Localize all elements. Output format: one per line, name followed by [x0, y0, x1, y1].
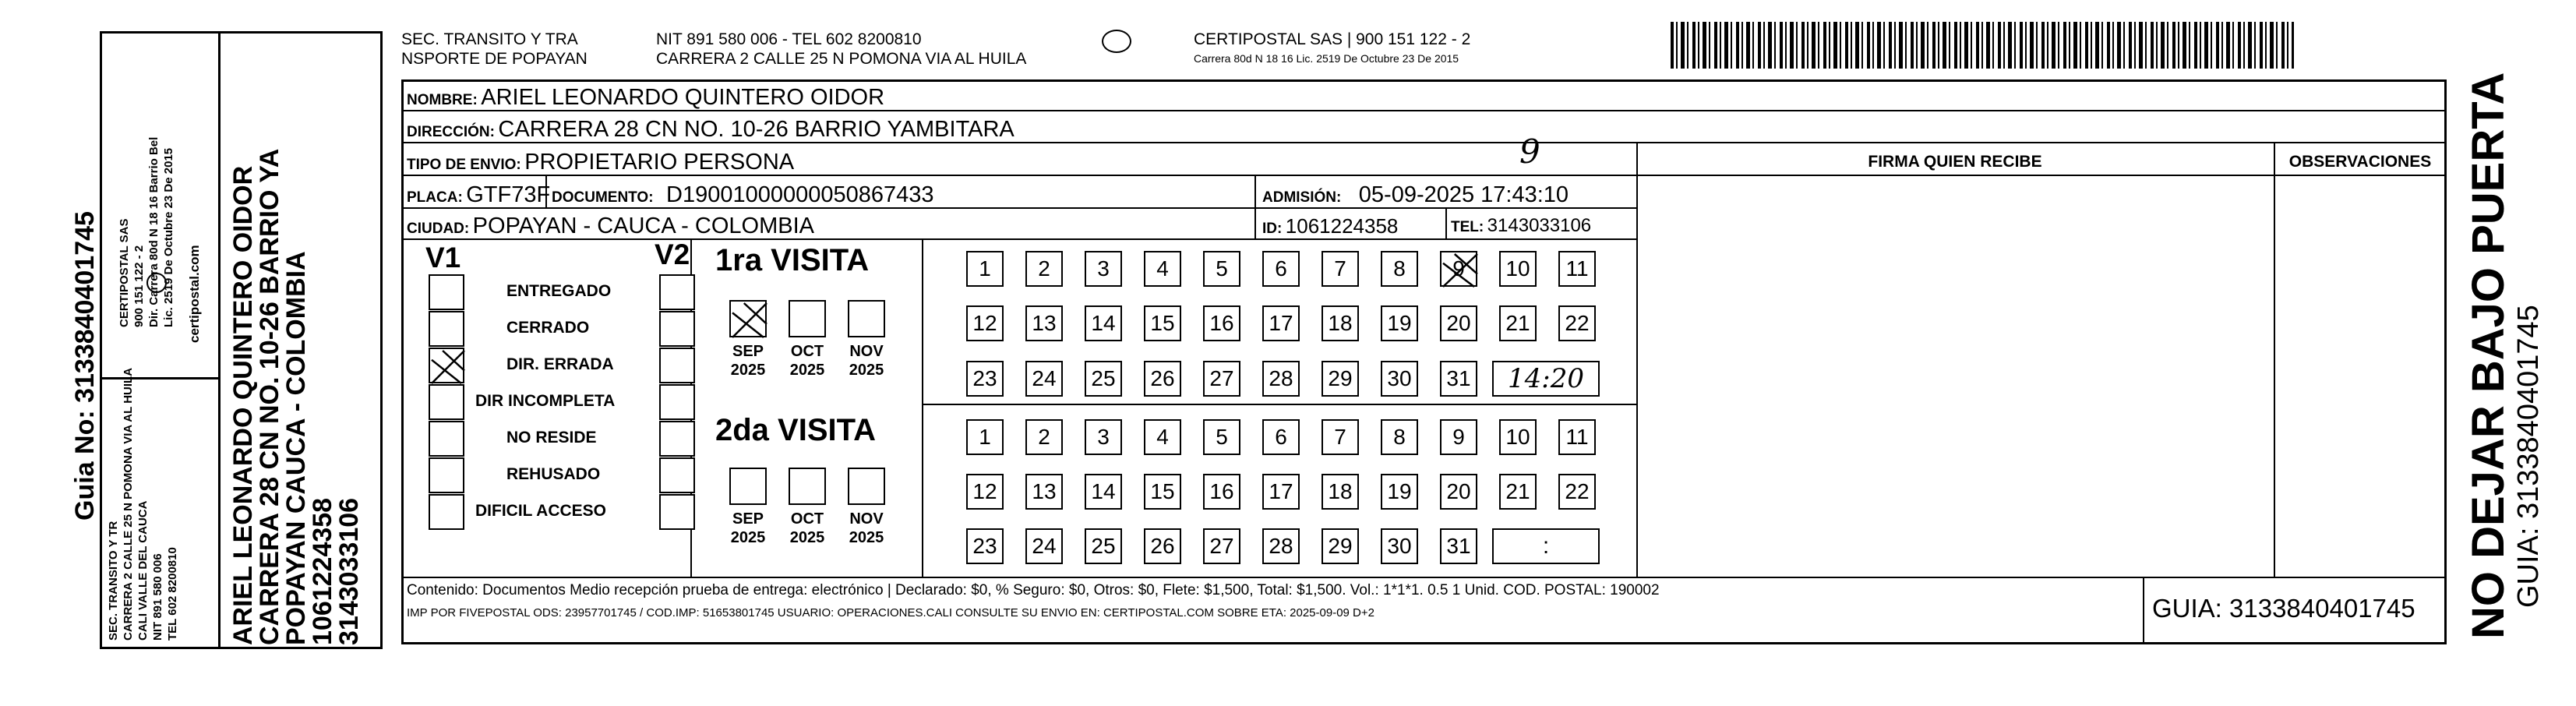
- visit2-month-year: 2025: [730, 529, 766, 546]
- visit1-day-13[interactable]: 13: [1025, 305, 1063, 341]
- visit2-day-23[interactable]: 23: [966, 528, 1004, 564]
- visit1-day-15[interactable]: 15: [1144, 305, 1181, 341]
- visit1-month-year: 2025: [789, 362, 825, 379]
- visit1-month-year: 2025: [849, 362, 884, 379]
- v2-checkbox-cerrado[interactable]: [659, 311, 695, 347]
- visit1-month-name: OCT: [790, 343, 824, 360]
- visit1-day-17[interactable]: 17: [1262, 305, 1300, 341]
- visit1-day-26[interactable]: 26: [1144, 361, 1181, 397]
- stub-guia-number: Guia No: 3133840401745: [70, 211, 100, 521]
- v2-checkbox-dir-incompleta[interactable]: [659, 384, 695, 420]
- visit2-title: 2da VISITA: [715, 413, 876, 447]
- visit2-month-label-oct: [780, 510, 835, 547]
- visit2-day-30[interactable]: 30: [1381, 528, 1418, 564]
- footer-guia: GUIA: 3133840401745: [2152, 594, 2415, 623]
- rule-footer: [401, 577, 2447, 578]
- row-placa: [407, 183, 550, 210]
- status-label-dir-incompleta: DIR INCOMPLETA: [475, 392, 616, 410]
- vrule-tel: [1445, 207, 1447, 238]
- visit2-day-24[interactable]: 24: [1025, 528, 1063, 564]
- visit2-day-17[interactable]: 17: [1262, 474, 1300, 510]
- visit1-month-oct[interactable]: [789, 300, 826, 337]
- visit1-day-23[interactable]: 23: [966, 361, 1004, 397]
- visit2-day-12[interactable]: 12: [966, 474, 1004, 510]
- vrule-firma: [1636, 142, 1638, 577]
- visit1-time[interactable]: 14:20: [1492, 361, 1600, 397]
- header-sender: SEC. TRANSITO Y TRA NSPORTE DE POPAYAN: [401, 30, 588, 68]
- visit2-month-name: OCT: [790, 510, 824, 528]
- placa-label: PLACA:: [407, 189, 463, 206]
- visit2-month-label-nov: [839, 510, 894, 547]
- visit1-day-19[interactable]: 19: [1381, 305, 1418, 341]
- visit2-day-5[interactable]: 5: [1203, 419, 1240, 455]
- visit1-title: 1ra VISITA: [715, 243, 870, 277]
- vrule-obs: [2274, 142, 2275, 577]
- stub-divider-1: [218, 31, 221, 649]
- v1-checkbox-entregado[interactable]: [429, 274, 464, 310]
- visit2-day-19[interactable]: 19: [1381, 474, 1418, 510]
- v2-checkbox-dificil-acceso[interactable]: [659, 494, 695, 530]
- vrule-footer-guia: [2143, 577, 2144, 644]
- visit2-day-28[interactable]: 28: [1262, 528, 1300, 564]
- firma-header: FIRMA QUIEN RECIBE: [1868, 153, 2042, 171]
- status-label-rehusado: REHUSADO: [506, 465, 601, 483]
- visit1-day-4[interactable]: 4: [1144, 251, 1181, 287]
- visit1-day-27[interactable]: 27: [1203, 361, 1240, 397]
- visit2-day-3[interactable]: 3: [1085, 419, 1122, 455]
- visit2-month-name: SEP: [732, 510, 764, 528]
- tipo-value: PROPIETARIO PERSONA: [524, 150, 795, 175]
- visit2-day-11[interactable]: 11: [1558, 419, 1596, 455]
- stub-recipient-block: ARIEL LEONARDO QUINTERO OIDOR CARRERA 28 CN NO. 10-26 BARRIO YA POPAYAN CAUCA - COLOMBIA 1061224358 3143033106: [228, 148, 364, 645]
- visit2-month-nov[interactable]: [848, 468, 885, 505]
- status-label-no-reside: NO RESIDE: [506, 429, 597, 447]
- visit1-day-14[interactable]: 14: [1085, 305, 1122, 341]
- v1-checkbox-dir-incompleta[interactable]: [429, 384, 464, 420]
- visit2-month-year: 2025: [849, 529, 884, 546]
- row-direccion: [407, 118, 1015, 145]
- visit2-day-18[interactable]: 18: [1322, 474, 1359, 510]
- nombre-value: ARIEL LEONARDO QUINTERO OIDOR: [481, 85, 885, 110]
- visit2-day-1[interactable]: 1: [966, 419, 1004, 455]
- visit1-day-3[interactable]: 3: [1085, 251, 1122, 287]
- visit2-month-year: 2025: [789, 529, 825, 546]
- ciudad-label: CIUDAD:: [407, 221, 470, 237]
- header-nit-address: NIT 891 580 006 - TEL 602 8200810 CARRERA 2 CALLE 25 N POMONA VIA AL HUILA: [656, 30, 1027, 68]
- visit1-day-6[interactable]: 6: [1262, 251, 1300, 287]
- visit1-day-28[interactable]: 28: [1262, 361, 1300, 397]
- x-mark-icon: [731, 302, 768, 339]
- visit1-day-12[interactable]: 12: [966, 305, 1004, 341]
- row-ciudad: [407, 214, 814, 242]
- stub-company-web: certipostal.com: [187, 245, 202, 343]
- visit1-day-7[interactable]: 7: [1322, 251, 1359, 287]
- visit2-day-10[interactable]: 10: [1499, 419, 1537, 455]
- v1-checkbox-dir-errada[interactable]: [429, 348, 464, 383]
- visit1-day-30[interactable]: 30: [1381, 361, 1418, 397]
- visit2-month-oct[interactable]: [789, 468, 826, 505]
- visit2-day-15[interactable]: 15: [1144, 474, 1181, 510]
- documento-label: DOCUMENTO:: [552, 189, 654, 206]
- visit2-day-9[interactable]: 9: [1440, 419, 1477, 455]
- visit2-day-16[interactable]: 16: [1203, 474, 1240, 510]
- visit1-month-label-nov: [839, 342, 894, 379]
- stub-sender-block: SEC. TRANSITO Y TR CARRERA 2 CALLE 25 N POMONA VIA AL HUILA CALI VALLE DEL CAUCA NIT 891 580 006 TEL 602 8200810: [107, 367, 179, 641]
- visit2-day-14[interactable]: 14: [1085, 474, 1122, 510]
- v2-checkbox-rehusado[interactable]: [659, 457, 695, 493]
- status-label-dificil-acceso: DIFICIL ACCESO: [475, 502, 607, 520]
- footer-imp: IMP POR FIVEPOSTAL ODS: 23957701745 / COD.IMP: 51653801745 USUARIO: OPERACIONES.CALI CONSULTE SU ENVIO EN: CERTIPOSTAL.COM SOBRE ETA: 2025-09-09 D+2: [407, 606, 1374, 620]
- ciudad-value: POPAYAN - CAUCA - COLOMBIA: [472, 214, 814, 238]
- v2-checkbox-dir-errada[interactable]: [659, 348, 695, 383]
- rule-6: [922, 404, 1636, 405]
- handwritten-mark: 9: [1519, 132, 1540, 171]
- visit2-month-label-sep: [721, 510, 775, 547]
- visit2-day-20[interactable]: 20: [1440, 474, 1477, 510]
- visit1-day-9[interactable]: 9: [1440, 251, 1477, 287]
- visit2-day-21[interactable]: 21: [1499, 474, 1537, 510]
- x-mark-icon: [1442, 252, 1479, 288]
- v1-checkbox-rehusado[interactable]: [429, 457, 464, 493]
- v1-checkbox-cerrado[interactable]: [429, 311, 464, 347]
- visit2-day-13[interactable]: 13: [1025, 474, 1063, 510]
- observaciones-area[interactable]: [2277, 175, 2445, 575]
- tel-value: 3143033106: [1487, 215, 1592, 236]
- v1-header: V1: [425, 242, 461, 274]
- visit2-day-4[interactable]: 4: [1144, 419, 1181, 455]
- visit2-day-27[interactable]: 27: [1203, 528, 1240, 564]
- visit1-month-name: NOV: [849, 343, 884, 360]
- visit1-day-18[interactable]: 18: [1322, 305, 1359, 341]
- visit1-day-8[interactable]: 8: [1381, 251, 1418, 287]
- visit1-day-2[interactable]: 2: [1025, 251, 1063, 287]
- direccion-value: CARRERA 28 CN NO. 10-26 BARRIO YAMBITARA: [498, 117, 1015, 142]
- direccion-label: DIRECCIÓN:: [407, 124, 495, 140]
- visit2-day-29[interactable]: 29: [1322, 528, 1359, 564]
- visit1-month-sep[interactable]: [729, 300, 767, 337]
- visit1-day-29[interactable]: 29: [1322, 361, 1359, 397]
- visit1-month-name: SEP: [732, 343, 764, 360]
- visit2-month-sep[interactable]: [729, 468, 767, 505]
- visit2-day-26[interactable]: 26: [1144, 528, 1181, 564]
- visit1-day-22[interactable]: 22: [1558, 305, 1596, 341]
- status-label-entregado: ENTREGADO: [506, 282, 612, 300]
- stub-company-block: CERTIPOSTAL SAS 900 151 122 - 2 Dir. Carrera 80d N 18 16 Barrio Bel Lic. 2519 De Octubre 23 De 2015: [118, 136, 175, 327]
- v2-header: V2: [655, 238, 690, 270]
- visit2-month-name: NOV: [849, 510, 884, 528]
- row-id: [1262, 214, 1398, 242]
- visit2-day-2[interactable]: 2: [1025, 419, 1063, 455]
- visit1-month-label-oct: [780, 342, 835, 379]
- v1-checkbox-no-reside[interactable]: [429, 421, 464, 457]
- visit1-day-16[interactable]: 16: [1203, 305, 1240, 341]
- visit1-month-nov[interactable]: [848, 300, 885, 337]
- visit1-day-24[interactable]: 24: [1025, 361, 1063, 397]
- visit1-day-11[interactable]: 11: [1558, 251, 1596, 287]
- visit2-day-31[interactable]: 31: [1440, 528, 1477, 564]
- stub-logo-icon: [146, 273, 167, 293]
- row-documento: [552, 183, 934, 210]
- tipo-label: TIPO DE ENVIO:: [407, 157, 521, 173]
- visit1-day-25[interactable]: 25: [1085, 361, 1122, 397]
- header-logo-icon: [1102, 30, 1131, 53]
- id-label: ID:: [1262, 221, 1283, 237]
- visit2-day-25[interactable]: 25: [1085, 528, 1122, 564]
- visit1-day-1[interactable]: 1: [966, 251, 1004, 287]
- row-tipo: [407, 150, 794, 178]
- firma-area[interactable]: [1639, 175, 2272, 575]
- status-label-cerrado: CERRADO: [506, 319, 590, 337]
- placa-value: GTF73F: [466, 182, 551, 207]
- visit1-month-year: 2025: [730, 362, 766, 379]
- admision-value: 05-09-2025 17:43:10: [1358, 182, 1569, 207]
- visit2-time[interactable]: :: [1492, 528, 1600, 564]
- v2-checkbox-no-reside[interactable]: [659, 421, 695, 457]
- visit1-day-5[interactable]: 5: [1203, 251, 1240, 287]
- visit1-month-label-sep: [721, 342, 775, 379]
- v2-checkbox-entregado[interactable]: [659, 274, 695, 310]
- v1-checkbox-dificil-acceso[interactable]: [429, 494, 464, 530]
- visit1-day-20[interactable]: 20: [1440, 305, 1477, 341]
- row-nombre: [407, 86, 884, 113]
- visit2-day-7[interactable]: 7: [1322, 419, 1359, 455]
- side-guia: GUIA: 3133840401745: [2512, 305, 2545, 608]
- footer-content: Contenido: Documentos Medio recepción prueba de entrega: electrónico | Declarado: $0, % Seguro: $0, Otros: $0, Flete: $1,500, Total: $1,500. Vol.: 1*1*1. 0.5 1 Unid. COD. POSTAL: 190002: [407, 582, 1660, 598]
- vrule-visit: [922, 238, 923, 577]
- no-dejar-bajo-puerta: NO DEJAR BAJO PUERTA: [2463, 72, 2514, 639]
- visit1-day-31[interactable]: 31: [1440, 361, 1477, 397]
- row-tel: [1451, 214, 1591, 240]
- vrule-admision: [1254, 175, 1256, 238]
- documento-value: D19001000000050867433: [666, 182, 934, 207]
- visit1-day-10[interactable]: 10: [1499, 251, 1537, 287]
- header-company: CERTIPOSTAL SAS | 900 151 122 - 2 Carrera 80d N 18 16 Lic. 2519 De Octubre 23 De 2015: [1194, 30, 1471, 65]
- x-mark-icon: [430, 349, 466, 385]
- id-value: 1061224358: [1285, 214, 1399, 238]
- admision-label: ADMISIÓN:: [1262, 189, 1342, 206]
- observaciones-header: OBSERVACIONES: [2288, 153, 2432, 171]
- visit2-day-8[interactable]: 8: [1381, 419, 1418, 455]
- visit2-day-22[interactable]: 22: [1558, 474, 1596, 510]
- row-admision: [1262, 183, 1569, 210]
- visit2-day-6[interactable]: 6: [1262, 419, 1300, 455]
- barcode: [1671, 22, 2294, 69]
- nombre-label: NOMBRE:: [407, 92, 478, 108]
- visit1-day-21[interactable]: 21: [1499, 305, 1537, 341]
- status-label-dir-errada: DIR. ERRADA: [506, 355, 614, 373]
- tel-label: TEL:: [1451, 219, 1484, 235]
